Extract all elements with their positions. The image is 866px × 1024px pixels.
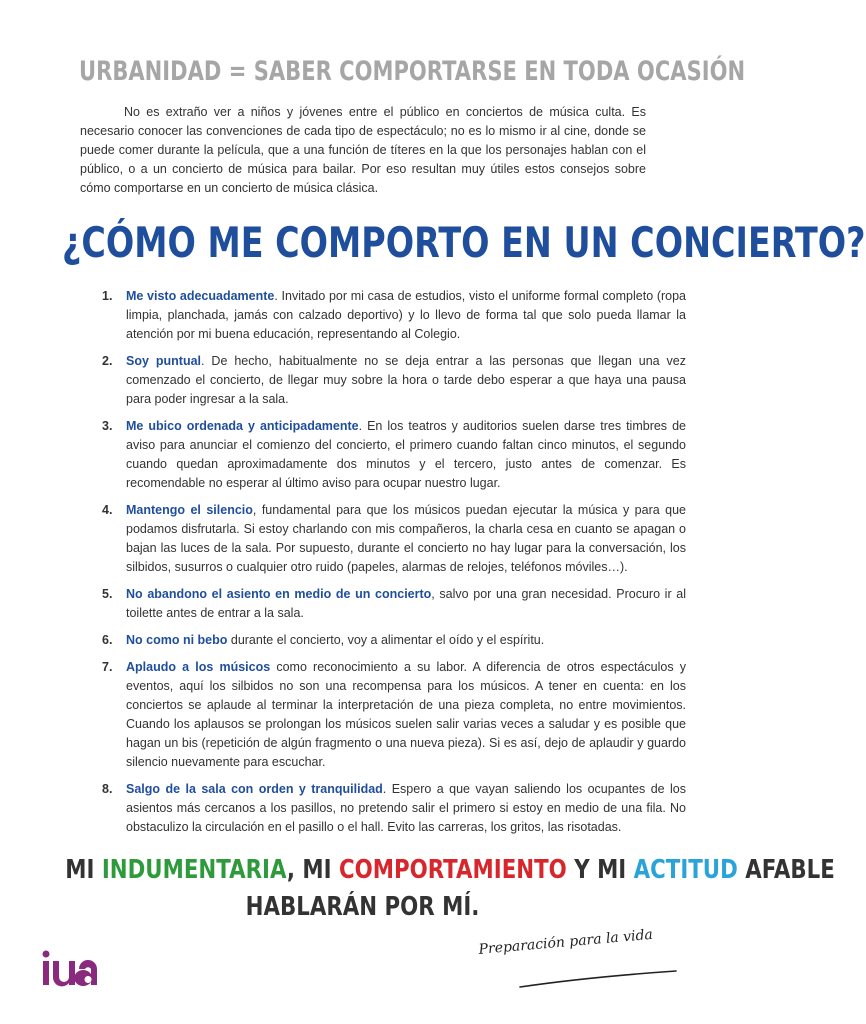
school-logo	[41, 945, 99, 987]
closing-text: Y MI	[566, 855, 634, 885]
closing-word-comportamiento: COMPORTAMIENTO	[338, 855, 567, 885]
item-number: 5.	[102, 587, 113, 601]
page-title: ¿CÓMO ME COMPORTO EN UN CONCIERTO?	[62, 218, 866, 267]
item-number: 3.	[102, 419, 113, 433]
item-text: . Invitado por mi casa de estudios, visto el uniforme formal completo (ropa limpia, planchada, jamás con calzado deportivo) y lo llevo de forma tal que solo pueda llamar la atención por mi buena educación, representando al Colegio.	[126, 289, 687, 341]
iua-logo-icon	[41, 945, 99, 987]
closing-text: AFABLE	[737, 855, 835, 885]
closing-text: , MI	[286, 855, 339, 885]
motto	[478, 926, 688, 994]
list-item	[102, 501, 686, 577]
closing-line-2: HABLARÁN POR MÍ.	[245, 892, 480, 922]
item-text: . Espero a que vayan saliendo los ocupantes de los asientos más cercanos a los pasillos, no pretendo salir el primero si estoy en medio de una fila. No obstaculizo la circulación en el pasillo o el hall. Evito las carreras, los gritos, las risotadas.	[126, 782, 687, 834]
motto-underline-icon	[518, 970, 678, 990]
item-text: durante el concierto, voy a alimentar el oído y el espíritu.	[227, 633, 545, 647]
list-item	[102, 352, 686, 409]
item-text: , salvo por una gran necesidad. Procuro ir al toilette antes de entrar a la sala.	[126, 587, 686, 620]
list-item	[102, 631, 686, 650]
closing-word-actitud: ACTITUD	[633, 855, 738, 885]
item-heading: Me visto adecuadamente	[126, 289, 275, 303]
closing-statement	[0, 852, 835, 926]
item-heading: Mantengo el silencio	[126, 503, 253, 517]
item-heading: No abandono el asiento en medio de un concierto	[126, 587, 432, 601]
section-subtitle: URBANIDAD = SABER COMPORTARSE EN TODA OCASIÓN	[79, 56, 746, 87]
item-number: 8.	[102, 782, 113, 796]
item-text: . En los teatros y auditorios suelen darse tres timbres de aviso para anunciar el comienzo del concierto, el primero cuando faltan cinco minutos, el segundo cuando quedan aproximadamente dos minutos y el tercero, justo antes de comenzar. Es recomendable no esperar al último aviso para ocupar nuestro lugar.	[126, 419, 686, 490]
item-heading: Soy puntual	[126, 354, 201, 368]
list-item	[102, 585, 686, 623]
item-number: 4.	[102, 503, 113, 517]
item-text: como reconocimiento a su labor. A diferencia de otros espectáculos y eventos, aquí los silbidos no son una recompensa para los músicos. A tener en cuenta: en los conciertos se aplaude al terminar la interpretación de una pieza completa, no entre movimientos. Cuando los aplausos se prolongan los músicos suelen salir varias veces a saludar y es posible que hagan un bis (repetición de algún fragmento o una nueva pieza). Si es así, dejo de aplaudir y guardo silencio nuevamente para escuchar.	[126, 660, 687, 769]
closing-line-1	[65, 852, 835, 889]
motto-text: Preparación para la vida	[478, 926, 654, 958]
list-item	[102, 287, 687, 344]
item-heading: Aplaudo a los músicos	[126, 660, 271, 674]
list-item	[102, 780, 687, 837]
item-text: , fundamental para que los músicos puedan ejecutar la música y para que podamos disfrutarla. Si estoy charlando con mis compañeros, la charla cesa en cuanto se apagan o bajan las luces de la sala. Por supuesto, durante el concierto no hay lugar para la conversación, los silbidos, susurros o cualquier otro ruido (papeles, alarmas de relojes, teléfonos móviles…).	[126, 503, 686, 574]
item-number: 7.	[102, 660, 113, 674]
item-number: 2.	[102, 354, 113, 368]
item-heading: Salgo de la sala con orden y tranquilidad	[126, 782, 383, 796]
closing-word-indumentaria: INDUMENTARIA	[101, 855, 287, 885]
intro-paragraph: No es extraño ver a niños y jóvenes entre el público en conciertos de música culta. Es necesario conocer las convenciones de cada tipo de espectáculo; no es lo mismo ir al cine, donde se puede comer durante la película, que a una función de títeres en la que los personajes hablan con el público, o a un concierto de música para bailar. Por eso resultan muy útiles estos consejos sobre cómo comportarse en un concierto de música clásica.	[80, 105, 646, 195]
item-heading: Me ubico ordenada y anticipadamente	[126, 419, 359, 433]
item-number: 6.	[102, 633, 113, 647]
item-heading: No como ni bebo	[126, 633, 228, 647]
closing-text: MI	[65, 855, 102, 885]
list-item	[102, 417, 686, 493]
tips-list	[86, 287, 686, 845]
item-number: 1.	[102, 289, 113, 303]
item-text: . De hecho, habitualmente no se deja entrar a las personas que llegan una vez comenzado el concierto, de llegar muy sobre la hora o tarde debo esperar a que haya una pausa para poder ingresar a la sala.	[126, 354, 686, 406]
list-item	[102, 658, 687, 772]
